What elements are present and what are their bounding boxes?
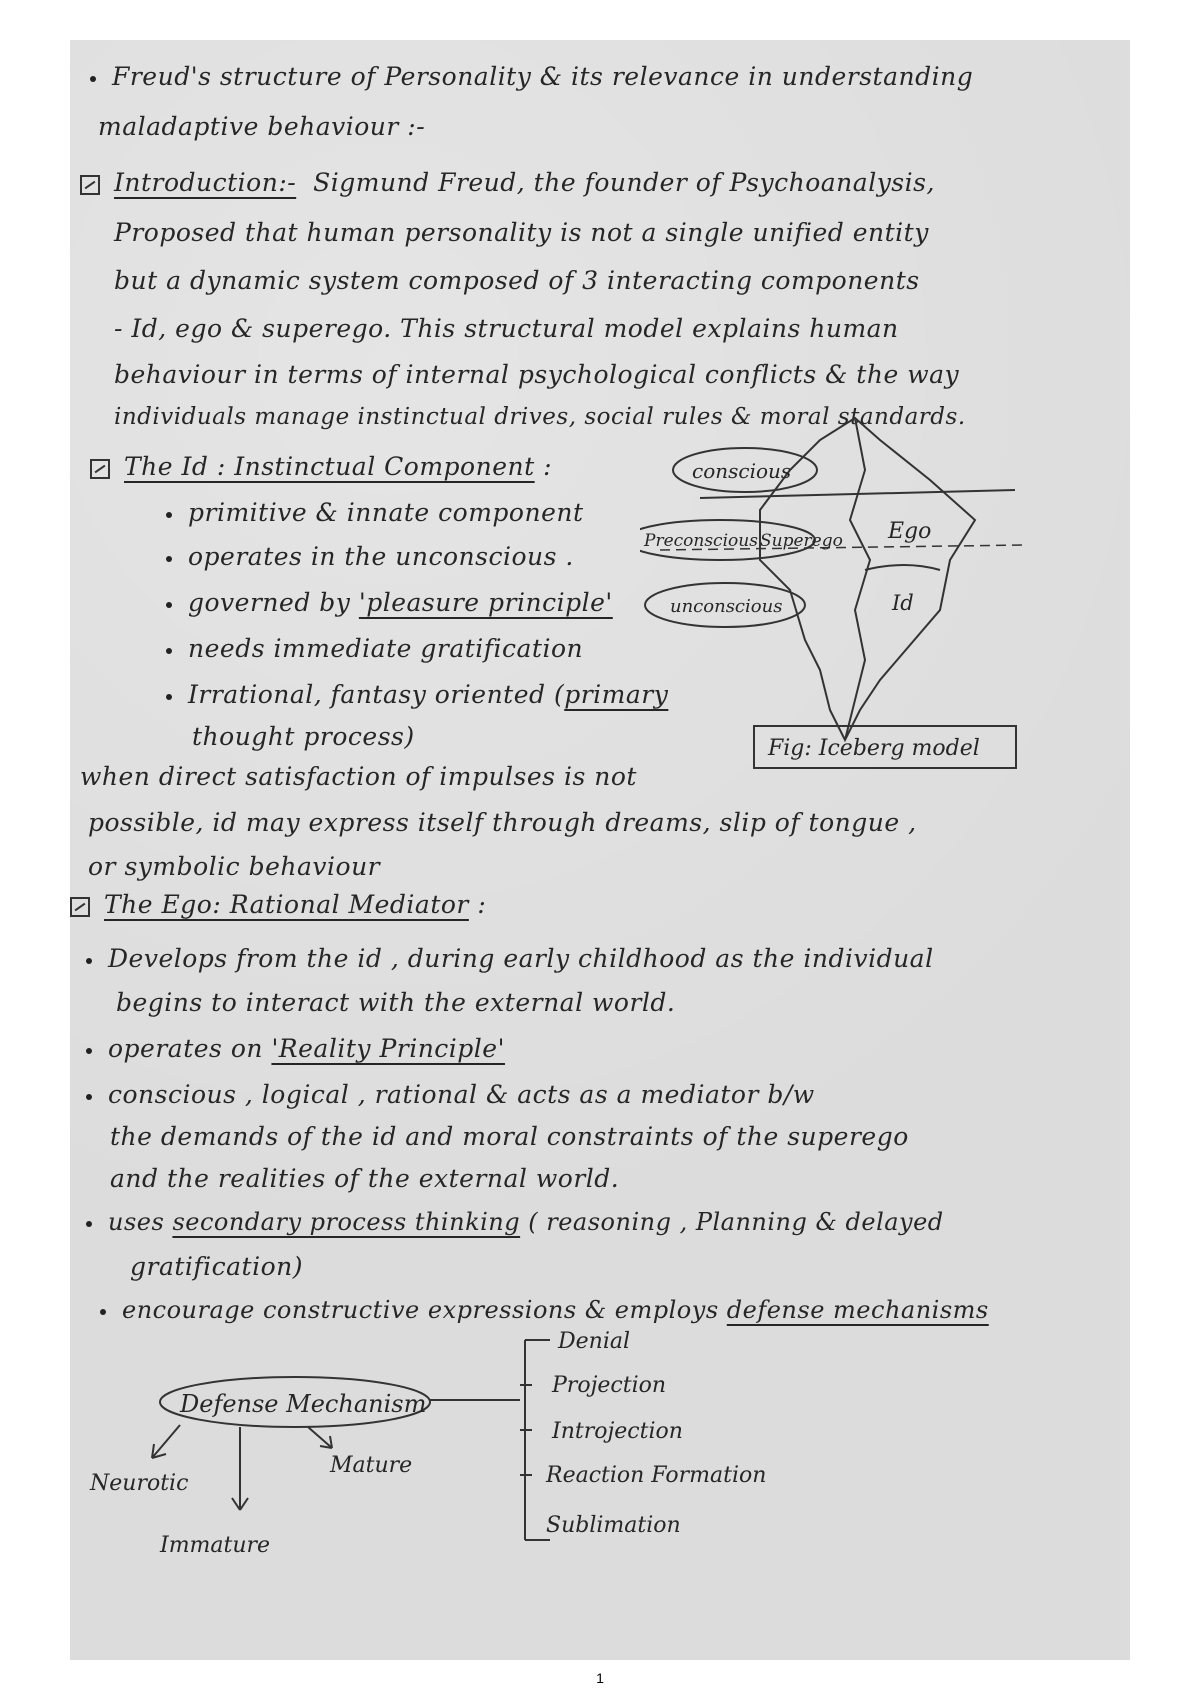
defense-item-denial: Denial <box>558 1330 631 1354</box>
intro-line-1: Introduction:- Sigmund Freud, the founder of Psychoanalysis, <box>80 168 935 197</box>
id-heading-line: The Id : Instinctual Component : <box>90 452 552 481</box>
title-line-2: maladaptive behaviour :- <box>98 112 426 141</box>
defense-item-projection: Projection <box>552 1373 667 1398</box>
checkbox-icon <box>90 459 110 479</box>
intro-line-2: Proposed that human personality is not a single unified entity <box>114 218 929 247</box>
defense-item-sublimation: Sublimation <box>546 1513 681 1538</box>
ego-heading: The Ego: Rational Mediator <box>104 890 469 919</box>
label-neurotic: Neurotic <box>90 1471 189 1496</box>
iceberg-caption: Fig: Iceberg model <box>768 736 980 761</box>
iceberg-inner-line <box>845 418 870 740</box>
id-bullet-1: primitive & innate component <box>166 498 584 527</box>
label-conscious: conscious <box>692 459 792 483</box>
defense-diagram <box>80 1330 840 1640</box>
id-bullet-5: Irrational, fantasy oriented (primary <box>166 680 668 709</box>
intro-line-4: - Id, ego & superego. This structural model explains human <box>114 314 899 343</box>
label-superego: Superego <box>760 531 843 551</box>
notebook-page <box>70 40 1130 1660</box>
label-preconscious: Preconscious <box>644 531 758 551</box>
ego-bullet-2: operates on 'Reality Principle' <box>86 1034 505 1063</box>
arrow-neurotic <box>152 1425 180 1458</box>
title-line-1: Freud's structure of Personality & its relevance in understanding <box>90 62 973 91</box>
defense-item-reaction-formation: Reaction Formation <box>546 1463 767 1488</box>
intro-line-5: behaviour in terms of internal psychological conflicts & the way <box>114 360 960 389</box>
ego-bullet-4-cont: gratification) <box>130 1252 304 1281</box>
defense-center-label: Defense Mechanism <box>180 1390 427 1418</box>
iceberg-diagram <box>640 410 1080 790</box>
id-after-1: when direct satisfaction of impulses is not <box>80 762 637 791</box>
ego-bullet-1-cont: begins to interact with the external world. <box>116 988 676 1017</box>
ego-bullet-4: uses secondary process thinking ( reasoning , Planning & delayed <box>86 1208 944 1236</box>
checkbox-icon <box>80 175 100 195</box>
label-mature: Mature <box>330 1453 413 1478</box>
iceberg-outline <box>760 418 975 740</box>
label-immature: Immature <box>160 1533 271 1558</box>
page-number: 1 <box>596 1670 604 1686</box>
id-bullet-4: needs immediate gratification <box>166 634 583 663</box>
intro-heading: Introduction:- <box>114 168 297 197</box>
ego-bullet-3-cont-2: and the realities of the external world. <box>110 1164 620 1193</box>
label-id: Id <box>892 591 914 615</box>
ego-bullet-3: conscious , logical , rational & acts as a mediator b/w <box>86 1080 815 1109</box>
ego-heading-line: The Ego: Rational Mediator : <box>70 890 486 919</box>
id-after-2: possible, id may express itself through dreams, slip of tongue , <box>88 808 917 837</box>
label-ego: Ego <box>888 519 932 544</box>
intro-line-6: individuals manage instinctual drives, social rules & moral standards. <box>114 404 966 430</box>
ego-bullet-5: encourage constructive expressions & employs defense mechanisms <box>100 1296 989 1324</box>
ego-id-divider <box>865 565 940 570</box>
ego-bullet-3-cont-1: the demands of the id and moral constraints of the superego <box>110 1122 909 1151</box>
defense-item-introjection: Introjection <box>552 1419 683 1444</box>
id-bullet-5-cont: thought process) <box>192 722 415 751</box>
checkbox-icon <box>70 897 90 917</box>
bullet-dot <box>90 76 96 82</box>
id-heading: The Id : Instinctual Component <box>124 452 535 481</box>
id-bullet-2: operates in the unconscious . <box>166 542 574 571</box>
id-bullet-3: governed by 'pleasure principle' <box>166 588 613 617</box>
id-after-3: or symbolic behaviour <box>88 852 381 881</box>
arrow-mature <box>308 1427 332 1448</box>
label-unconscious: unconscious <box>670 596 783 617</box>
ego-bullet-1: Develops from the id , during early childhood as the individual <box>86 944 934 973</box>
intro-line-3: but a dynamic system composed of 3 interacting components <box>114 266 920 295</box>
